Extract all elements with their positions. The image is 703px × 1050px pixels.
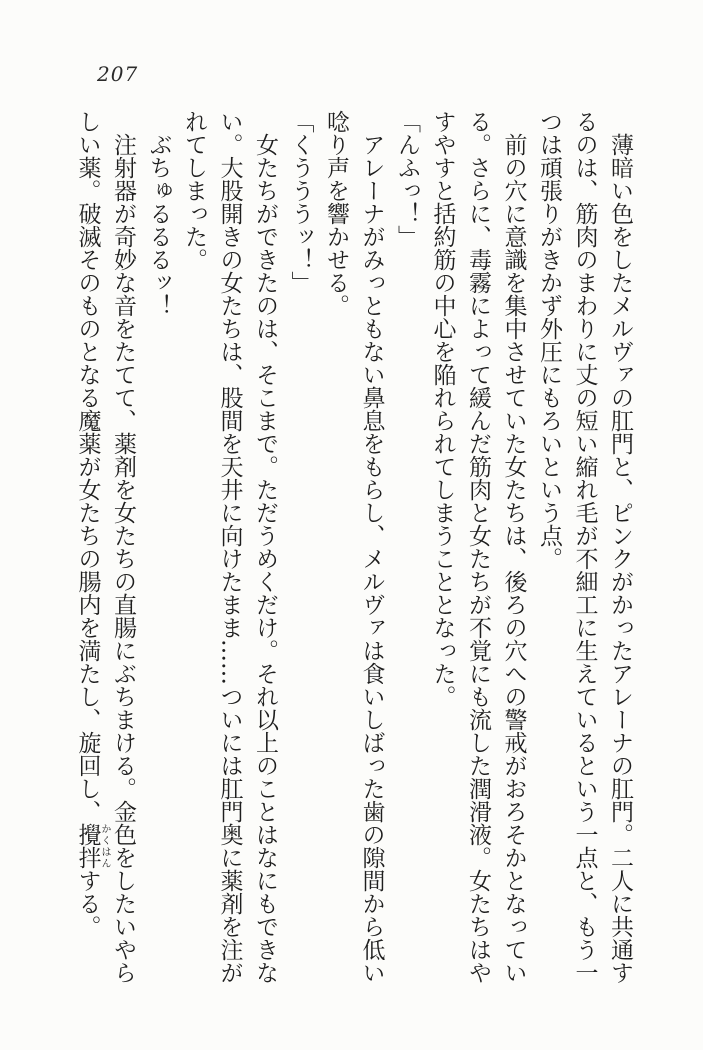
paragraph-2: 前の穴に意識を集中させていた女たちは、後ろの穴への警戒がおろそかとなっている。さらに、毒霧によって緩んだ筋肉と女たちが不覚にも流した潤滑液。女たちはやすやすと括約筋の中心を陥れられてしまうこととなった。 bbox=[429, 110, 527, 984]
text-block bbox=[67, 110, 637, 986]
paragraph-8-pre: 注射器が奇妙な音をたてて、薬剤を女たちの直腸にぶちまける。金色をしたいやらしい薬。破滅そのものとなる魔薬が女たちの腸内を満たし、旋回し、 bbox=[74, 110, 136, 984]
ruby-furigana: かくはん bbox=[99, 823, 110, 869]
paragraph-7-sfx: ぶちゅるるるッ！ bbox=[145, 133, 172, 317]
page-number: 207 bbox=[97, 62, 139, 86]
paragraph-1: 薄暗い色をしたメルヴァの肛門と、ピンクがかったアレーナの肛門。二人に共通するのは、筋肉のまわりに丈の短い縮れ毛が不細工に生えているという一点と、もう一つは頑張りがきかず外圧にもろいという点。 bbox=[536, 110, 633, 984]
paragraph-3-dialogue: 「んふっ！」 bbox=[394, 110, 420, 248]
paragraph-6: 女たちができたのは、そこまで。ただうめくだけ。それ以上のことはなにもできない。大股開きの女たちは、股間を天井に向けたまま……ついには肛門奥に薬剤を注がれてしまった。 bbox=[181, 110, 278, 984]
paragraph-8 bbox=[69, 110, 140, 986]
paragraph-4: アレーナがみっともない鼻息をもらし、メルヴァは食いしばった歯の隙間から低い唸り声を響かせる。 bbox=[323, 110, 385, 984]
paragraph-8-post: する。 bbox=[74, 869, 101, 938]
ruby-base: 攪拌 bbox=[74, 823, 101, 869]
paragraph-5-dialogue: 「くうううッ！」 bbox=[287, 110, 314, 294]
ruby-kakuhan bbox=[74, 823, 110, 869]
